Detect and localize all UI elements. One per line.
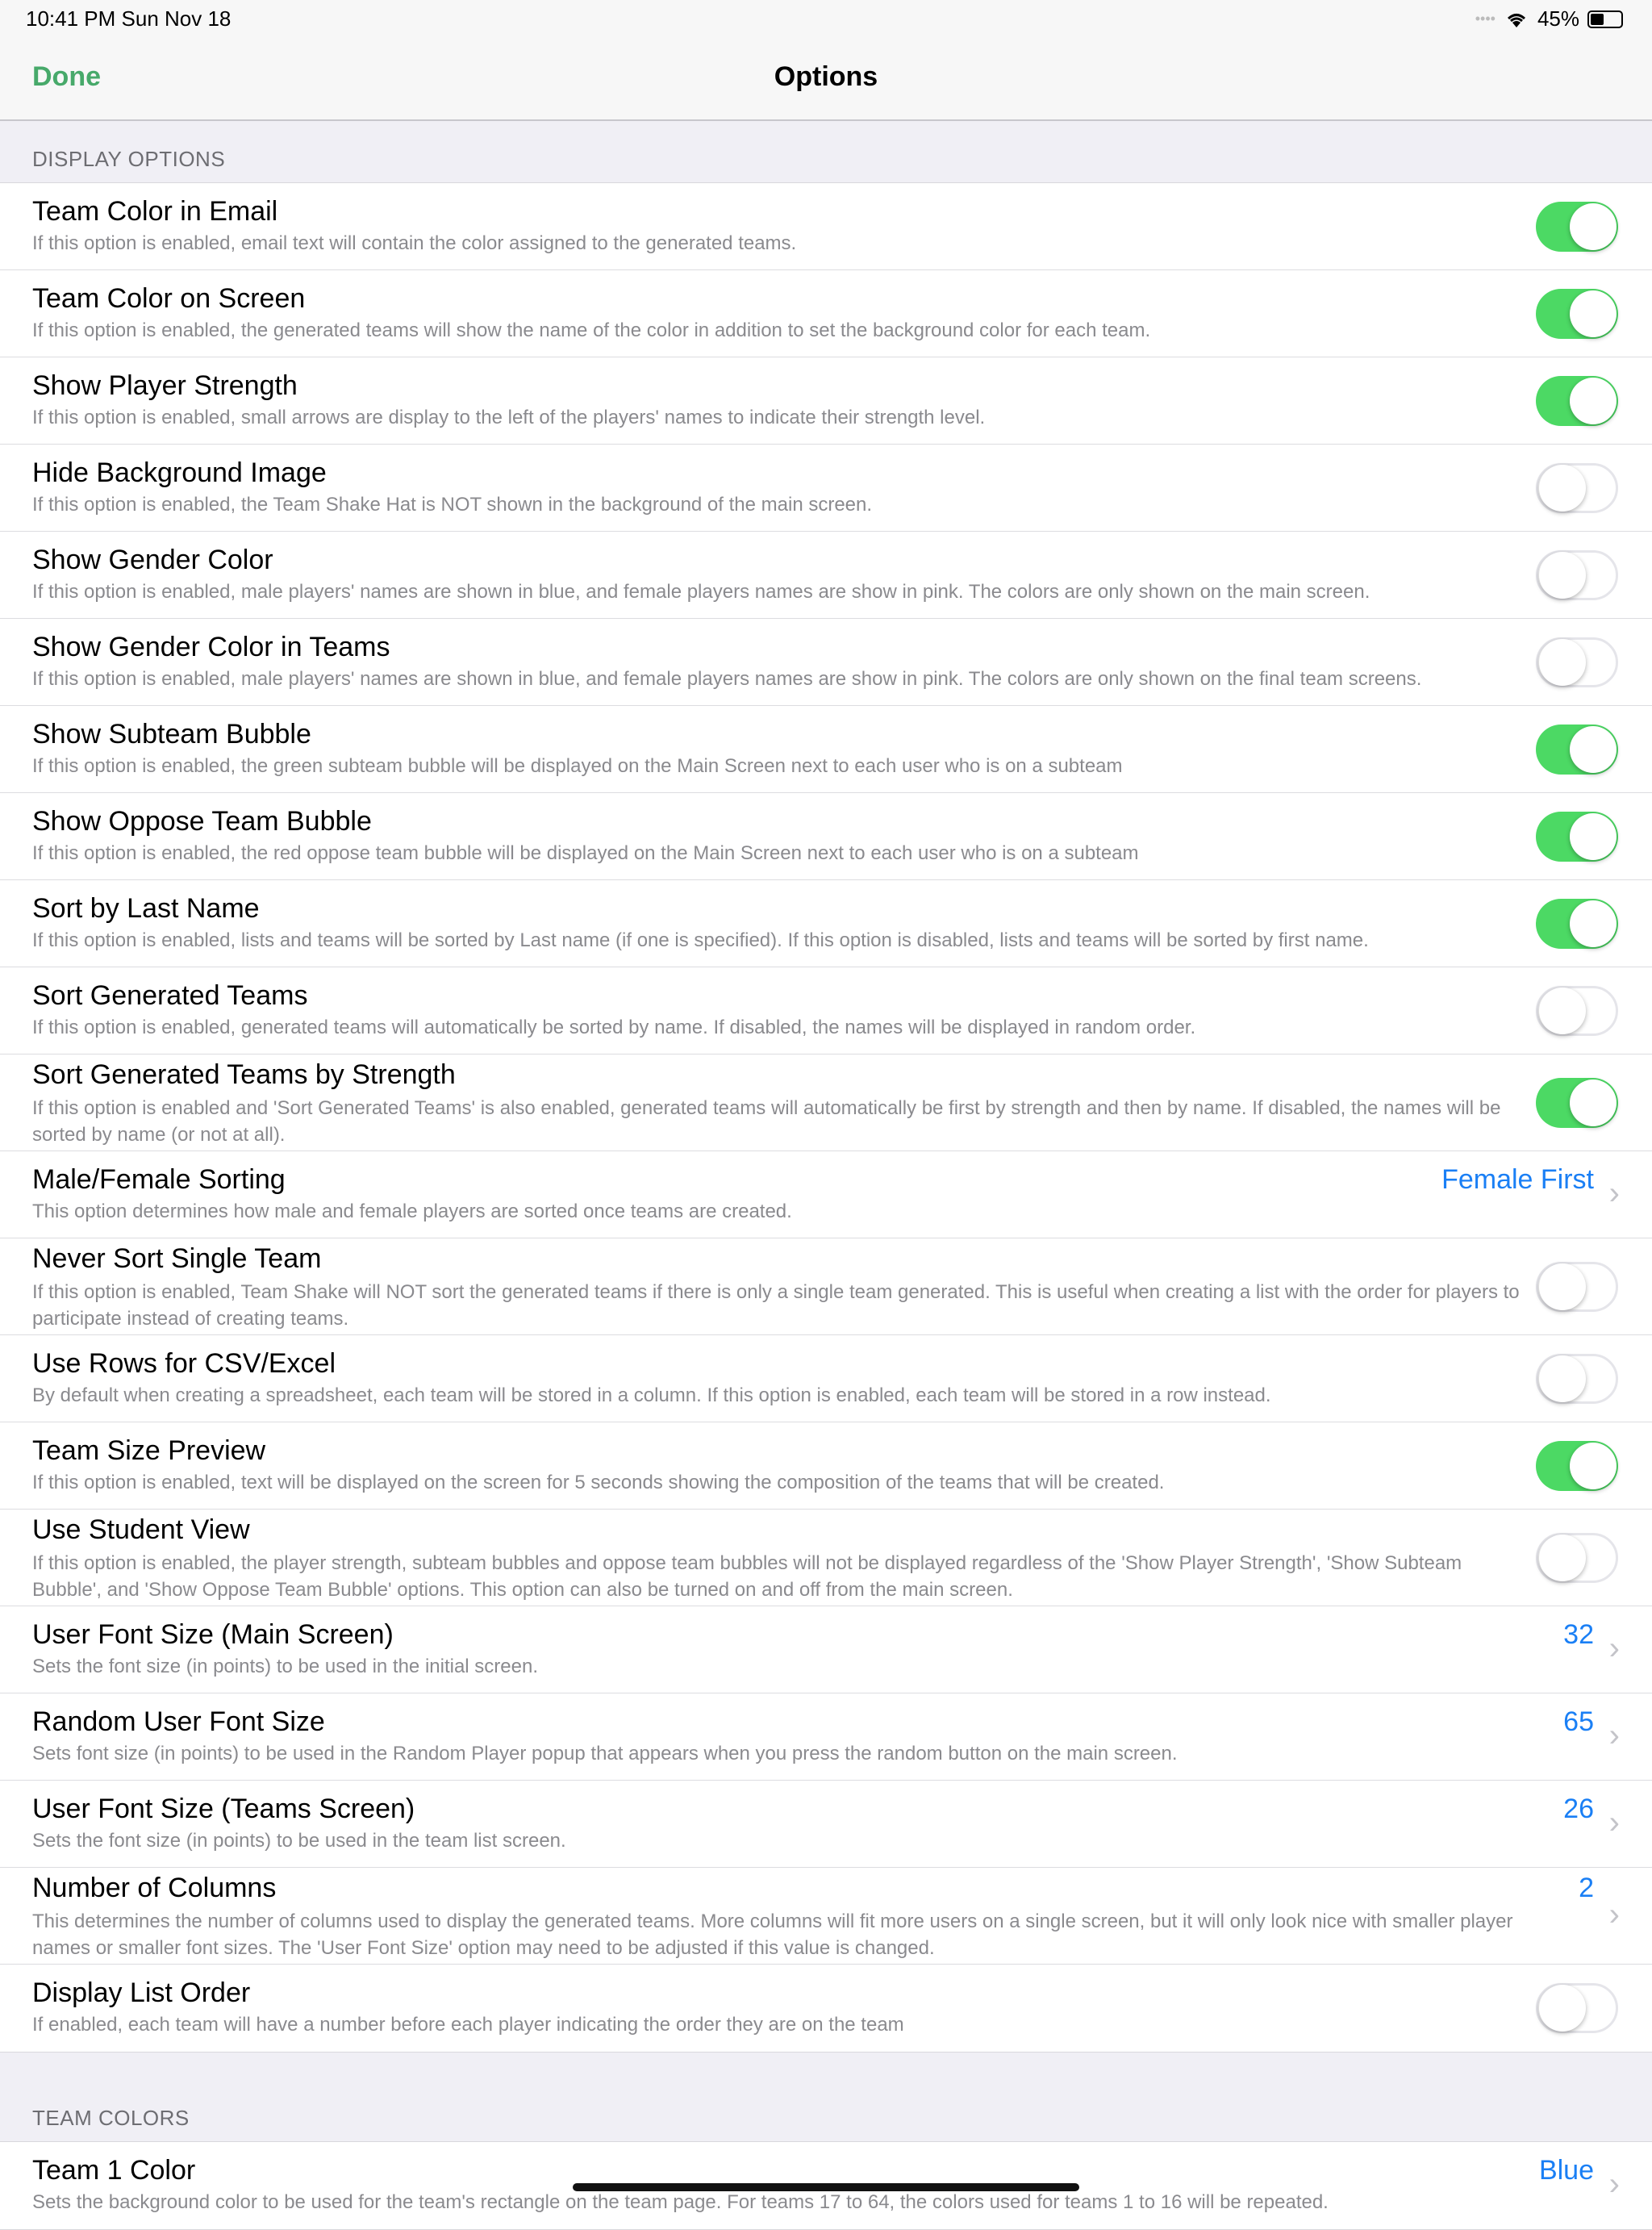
toggle-knob xyxy=(1539,1263,1586,1310)
toggle-switch[interactable] xyxy=(1536,1262,1618,1312)
option-row-sort-by-last-name xyxy=(0,880,1652,967)
option-row-team-size-preview xyxy=(0,1422,1652,1510)
home-indicator xyxy=(573,2183,1079,2191)
done-button[interactable]: Done xyxy=(32,61,101,92)
toggle-knob xyxy=(1570,203,1617,250)
option-row-team-color-on-screen xyxy=(0,270,1652,357)
status-right xyxy=(1475,6,1623,31)
option-title: Hide Background Image xyxy=(32,457,327,488)
option-title: Number of Columns xyxy=(32,1873,277,1903)
option-row-display-list-order xyxy=(0,1965,1652,2052)
option-title: Team Size Preview xyxy=(32,1435,266,1466)
option-title: User Font Size (Teams Screen) xyxy=(32,1794,415,1824)
option-description: This determines the number of columns used to display the generated teams. More columns will fit more users on a single screen, but it will only look nice with smaller player names or smaller font sizes. The 'User Font Size' option may need to be adjusted if this value is changed. xyxy=(32,1911,1513,1959)
wifi-icon xyxy=(1504,10,1529,29)
toggle-switch[interactable] xyxy=(1536,202,1618,252)
option-row-show-gender-color-in-teams xyxy=(0,619,1652,706)
toggle-switch[interactable] xyxy=(1536,1078,1618,1128)
toggle-knob xyxy=(1570,378,1617,424)
option-title: Show Gender Color xyxy=(32,545,273,575)
option-value: 32 xyxy=(1563,1619,1594,1650)
page-title: Options xyxy=(774,61,878,92)
toggle-knob xyxy=(1539,465,1586,512)
toggle-knob xyxy=(1570,813,1617,860)
option-description: Sets the font size (in points) to be used in the initial screen. xyxy=(32,1656,539,1677)
toggle-switch[interactable] xyxy=(1536,986,1618,1036)
toggle-switch[interactable] xyxy=(1536,463,1618,513)
option-description: Sets the font size (in points) to be used in the team list screen. xyxy=(32,1830,566,1852)
toggle-knob xyxy=(1570,1080,1617,1126)
battery-percent: 45% xyxy=(1537,6,1579,31)
option-row-never-sort-single-team xyxy=(0,1238,1652,1335)
option-row-user-font-size-main-screen[interactable] xyxy=(0,1606,1652,1693)
option-title: Team 1 Color xyxy=(32,2155,196,2186)
option-row-user-font-size-teams-screen[interactable] xyxy=(0,1781,1652,1868)
option-title: Male/Female Sorting xyxy=(32,1164,286,1195)
option-description: If this option is enabled, small arrows are display to the left of the players' names to indicate their strength level. xyxy=(32,407,986,428)
option-description: If this option is enabled, the green subteam bubble will be displayed on the Main Screen next to each user who is on a subteam xyxy=(32,755,1123,777)
battery-icon xyxy=(1587,10,1623,28)
option-value: 2 xyxy=(1579,1873,1594,1903)
option-title: Sort by Last Name xyxy=(32,893,260,924)
toggle-switch[interactable] xyxy=(1536,899,1618,949)
option-description: If this option is enabled, generated teams will automatically be sorted by name. If disabled, the names will be displayed in random order. xyxy=(32,1017,1196,1038)
option-title: Use Student View xyxy=(32,1514,250,1545)
chevron-right-icon: › xyxy=(1608,2166,1620,2202)
option-row-male-female-sorting[interactable] xyxy=(0,1151,1652,1238)
option-description: If this option is enabled, email text will contain the color assigned to the generated teams. xyxy=(32,232,797,254)
toggle-knob xyxy=(1539,1535,1586,1581)
option-value: Blue xyxy=(1538,2155,1594,2186)
option-description: If this option is enabled, male players' names are shown in blue, and female players names are show in pink. The colors are only shown on the final team screens. xyxy=(32,668,1422,690)
option-row-use-student-view xyxy=(0,1510,1652,1606)
option-title: Team Color on Screen xyxy=(32,283,306,314)
toggle-knob xyxy=(1570,1443,1617,1489)
option-title: Show Player Strength xyxy=(32,370,298,401)
option-title: Show Gender Color in Teams xyxy=(32,632,390,662)
navigation-bar xyxy=(0,39,1652,121)
chevron-right-icon: › xyxy=(1608,1718,1620,1753)
toggle-switch[interactable] xyxy=(1536,1983,1618,2033)
section-header-display-options: DISPLAY OPTIONS xyxy=(32,147,226,171)
option-title: Show Oppose Team Bubble xyxy=(32,806,372,837)
option-title: Never Sort Single Team xyxy=(32,1243,322,1274)
option-description: If this option is enabled, text will be displayed on the screen for 5 seconds showing the composition of the teams that will be created. xyxy=(32,1472,1165,1493)
toggle-knob xyxy=(1570,290,1617,337)
toggle-switch[interactable] xyxy=(1536,1533,1618,1583)
option-description: By default when creating a spreadsheet, each team will be stored in a column. If this option is enabled, each team will be stored in a row instead. xyxy=(32,1384,1271,1406)
option-description: If this option is enabled, the red oppose team bubble will be displayed on the Main Screen next to each user who is on a subteam xyxy=(32,842,1139,864)
section-header-team-colors: TEAM COLORS xyxy=(32,2106,190,2130)
toggle-switch[interactable] xyxy=(1536,725,1618,775)
chevron-right-icon: › xyxy=(1608,1176,1620,1211)
option-title: Random User Font Size xyxy=(32,1706,325,1737)
toggle-knob xyxy=(1539,552,1586,599)
toggle-switch[interactable] xyxy=(1536,376,1618,426)
option-row-show-oppose-team-bubble xyxy=(0,793,1652,880)
option-description: If this option is enabled and 'Sort Generated Teams' is also enabled, generated teams will automatically be first by strength and then by name. If disabled, the names will be sorted by name (or not at all). xyxy=(32,1097,1501,1146)
toggle-knob xyxy=(1539,1985,1586,2032)
signal-dots-icon: •••• xyxy=(1475,10,1496,27)
option-description: Sets the background color to be used for the team's rectangle on the team page. For teams 17 to 64, the colors used for teams 1 to 16 will be repeated. xyxy=(32,2191,1329,2213)
option-description: If this option is enabled, male players' names are shown in blue, and female players names are show in pink. The colors are only shown on the main screen. xyxy=(32,581,1370,603)
option-title: Sort Generated Teams xyxy=(32,980,308,1011)
option-title: Display List Order xyxy=(32,1977,251,2008)
chevron-right-icon: › xyxy=(1608,1805,1620,1840)
option-description: This option determines how male and female players are sorted once teams are created. xyxy=(32,1201,792,1222)
option-title: User Font Size (Main Screen) xyxy=(32,1619,394,1650)
toggle-knob xyxy=(1539,1355,1586,1402)
toggle-switch[interactable] xyxy=(1536,550,1618,600)
toggle-knob xyxy=(1570,900,1617,947)
option-row-team-color-in-email xyxy=(0,183,1652,270)
chevron-right-icon: › xyxy=(1608,1631,1620,1666)
option-value: Female First xyxy=(1441,1164,1594,1195)
toggle-switch[interactable] xyxy=(1536,1354,1618,1404)
option-title: Show Subteam Bubble xyxy=(32,719,311,750)
display-options-list xyxy=(0,182,1652,2053)
option-row-show-subteam-bubble xyxy=(0,706,1652,793)
option-title: Use Rows for CSV/Excel xyxy=(32,1348,336,1379)
option-description: If this option is enabled, the generated teams will show the name of the color in addition to set the background color for each team. xyxy=(32,319,1151,341)
option-description: Sets font size (in points) to be used in the Random Player popup that appears when you press the random button on the main screen. xyxy=(32,1743,1178,1764)
toggle-switch[interactable] xyxy=(1536,289,1618,339)
status-time: 10:41 PM Sun Nov 18 xyxy=(26,6,232,31)
toggle-switch[interactable] xyxy=(1536,637,1618,687)
option-value: 26 xyxy=(1563,1794,1594,1824)
option-value: 65 xyxy=(1563,1706,1594,1737)
option-description: If enabled, each team will have a number before each player indicating the order they are on the team xyxy=(32,2014,904,2036)
toggle-switch[interactable] xyxy=(1536,1441,1618,1491)
option-row-number-of-columns[interactable] xyxy=(0,1868,1652,1965)
option-description: If this option is enabled, Team Shake will NOT sort the generated teams if there is only a single team generated. This is useful when creating a list with the order for players to participate instead of creating teams. xyxy=(32,1281,1520,1330)
option-row-random-user-font-size[interactable] xyxy=(0,1693,1652,1781)
option-row-sort-generated-teams xyxy=(0,967,1652,1054)
option-row-use-rows-for-csv-excel xyxy=(0,1335,1652,1422)
toggle-knob xyxy=(1539,988,1586,1034)
option-row-show-player-strength xyxy=(0,357,1652,445)
option-description: If this option is enabled, the Team Shake Hat is NOT shown in the background of the main screen. xyxy=(32,494,873,516)
toggle-switch[interactable] xyxy=(1536,812,1618,862)
option-row-sort-generated-teams-by-strength xyxy=(0,1054,1652,1151)
option-row-show-gender-color xyxy=(0,532,1652,619)
option-row-hide-background-image xyxy=(0,445,1652,532)
toggle-knob xyxy=(1570,726,1617,773)
status-bar xyxy=(0,0,1652,39)
option-title: Team Color in Email xyxy=(32,196,278,227)
option-description: If this option is enabled, the player strength, subteam bubbles and oppose team bubbles will not be displayed regardless of the 'Show Player Strength', 'Show Subteam Bubble', and 'Show Oppose Team Bubble' options. This option can also be turned on and off from the main screen. xyxy=(32,1552,1462,1601)
option-description: If this option is enabled, lists and teams will be sorted by Last name (if one is specified). If this option is disabled, lists and teams will be sorted by first name. xyxy=(32,929,1369,951)
option-title: Sort Generated Teams by Strength xyxy=(32,1059,456,1090)
chevron-right-icon: › xyxy=(1608,1897,1620,1932)
toggle-knob xyxy=(1539,639,1586,686)
